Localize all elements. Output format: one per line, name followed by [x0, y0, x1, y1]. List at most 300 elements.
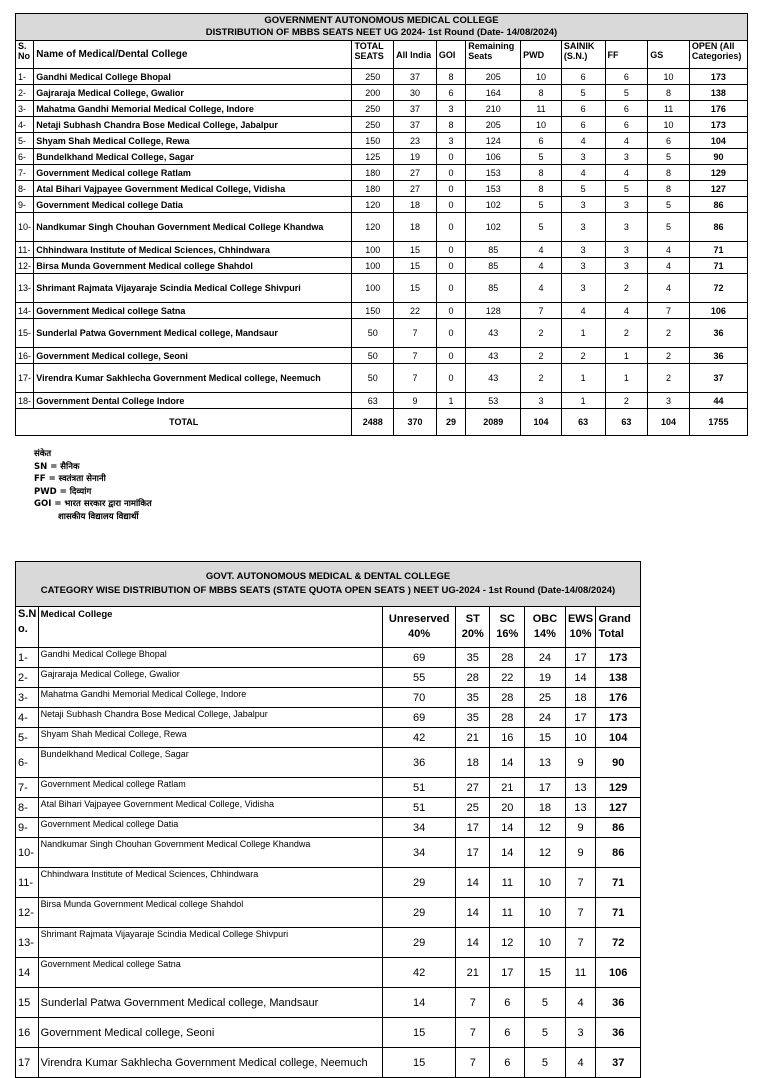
- cell-sc: 14: [490, 818, 525, 838]
- cell-gs: 4: [648, 258, 690, 274]
- cell-ur: 70: [383, 688, 456, 708]
- cell-ur: 34: [383, 838, 456, 868]
- cell-total: 100: [352, 242, 394, 258]
- table-row: [16, 213, 748, 242]
- table-row: [16, 648, 641, 668]
- cell-goi: 0: [436, 303, 465, 319]
- cell-ews: 13: [565, 798, 596, 818]
- cell-gs: 2: [648, 348, 690, 364]
- cell-obc: 18: [525, 798, 565, 818]
- cell-sainik: 1: [561, 319, 605, 348]
- cell-open: 173: [689, 117, 747, 133]
- cell-name: Government Medical college Satna: [38, 958, 382, 988]
- table-row: [16, 133, 748, 149]
- cell-sn: 3-: [16, 101, 34, 117]
- cell-gs: 11: [648, 101, 690, 117]
- table-row: [16, 319, 748, 348]
- cell-total: 63: [352, 393, 394, 409]
- cell-open: 71: [689, 242, 747, 258]
- cell-name: Chhindwara Institute of Medical Sciences, Chhindwara: [38, 868, 382, 898]
- cell-name: Netaji Subhash Chandra Bose Medical College, Jabalpur: [34, 117, 352, 133]
- header2-sn: S.N o.: [16, 607, 39, 648]
- cell-ews: 10: [565, 728, 596, 748]
- cell-goi: 0: [436, 258, 465, 274]
- cell-ff: 2: [605, 274, 648, 303]
- cell-total: 200: [352, 85, 394, 101]
- table2-header-row: [16, 607, 641, 648]
- cell-ur: 51: [383, 798, 456, 818]
- cell-remaining: 43: [466, 364, 521, 393]
- cell-sainik: 3: [561, 149, 605, 165]
- cell-sn: 8-: [16, 798, 39, 818]
- cell-sn: 10-: [16, 838, 39, 868]
- cell-gt: 71: [596, 868, 641, 898]
- cell-sc: 14: [490, 838, 525, 868]
- cell-ur: 15: [383, 1018, 456, 1048]
- cell-sainik: 1: [561, 393, 605, 409]
- cell-st: 7: [456, 1018, 490, 1048]
- cell-obc: 12: [525, 818, 565, 838]
- cell-sn: 16-: [16, 348, 34, 364]
- cell-sn: 12-: [16, 898, 39, 928]
- table-row: [16, 988, 641, 1018]
- cell-ff: 3: [605, 197, 648, 213]
- cell-name: Gandhi Medical College Bhopal: [38, 648, 382, 668]
- cell-remaining: 106: [466, 149, 521, 165]
- cell-sc: 28: [490, 648, 525, 668]
- cell-obc: 12: [525, 838, 565, 868]
- cell-st: 14: [456, 868, 490, 898]
- cell-obc: 5: [525, 1048, 565, 1078]
- cell-sn: 8-: [16, 181, 34, 197]
- cell-name: Atal Bihari Vajpayee Government Medical College, Vidisha: [34, 181, 352, 197]
- cell-st: 7: [456, 988, 490, 1018]
- cell-remaining: 43: [466, 319, 521, 348]
- header2-st: ST 20%: [456, 607, 490, 648]
- cell-all-india: 27: [394, 165, 437, 181]
- cell-sainik: 5: [561, 85, 605, 101]
- cell-all-india: 23: [394, 133, 437, 149]
- total-gs: 104: [648, 409, 690, 436]
- cell-sn: 18-: [16, 393, 34, 409]
- cell-name: Bundelkhand Medical College, Sagar: [38, 748, 382, 778]
- cell-sn: 9-: [16, 197, 34, 213]
- cell-pwd: 3: [521, 393, 562, 409]
- table-row: [16, 197, 748, 213]
- cell-gs: 6: [648, 133, 690, 149]
- cell-sn: 6-: [16, 748, 39, 778]
- cell-gt: 36: [596, 1018, 641, 1048]
- cell-name: Shrimant Rajmata Vijayaraje Scindia Medical College Shivpuri: [38, 928, 382, 958]
- total-ff: 63: [605, 409, 648, 436]
- cell-remaining: 53: [466, 393, 521, 409]
- cell-st: 17: [456, 818, 490, 838]
- cell-remaining: 153: [466, 181, 521, 197]
- cell-name: Government Medical college Ratlam: [38, 778, 382, 798]
- cell-sn: 7-: [16, 778, 39, 798]
- cell-name: Government Medical college Datia: [34, 197, 352, 213]
- cell-sn: 17: [16, 1048, 39, 1078]
- cell-pwd: 4: [521, 242, 562, 258]
- header2-medical-college: Medical College: [38, 607, 382, 648]
- cell-goi: 0: [436, 274, 465, 303]
- cell-obc: 25: [525, 688, 565, 708]
- cell-goi: 3: [436, 133, 465, 149]
- cell-goi: 0: [436, 197, 465, 213]
- cell-sn: 17-: [16, 364, 34, 393]
- cell-sc: 11: [490, 898, 525, 928]
- cell-ff: 6: [605, 69, 648, 85]
- cell-gs: 3: [648, 393, 690, 409]
- cell-sn: 10-: [16, 213, 34, 242]
- table-row: [16, 303, 748, 319]
- cell-open: 104: [689, 133, 747, 149]
- cell-name: Birsa Munda Government Medical college Shahdol: [34, 258, 352, 274]
- cell-sn: 13-: [16, 928, 39, 958]
- cell-remaining: 205: [466, 69, 521, 85]
- cell-remaining: 124: [466, 133, 521, 149]
- cell-open: 36: [689, 319, 747, 348]
- cell-remaining: 85: [466, 258, 521, 274]
- cell-all-india: 7: [394, 319, 437, 348]
- cell-sainik: 6: [561, 117, 605, 133]
- cell-open: 37: [689, 364, 747, 393]
- table2-title-line2: CATEGORY WISE DISTRIBUTION OF MBBS SEATS (STATE QUOTA OPEN SEATS ) NEET UG-2024 - 1st Round (Date-14/08/2024): [40, 585, 616, 596]
- cell-gt: 106: [596, 958, 641, 988]
- cell-open: 106: [689, 303, 747, 319]
- cell-ff: 5: [605, 181, 648, 197]
- total-open: 1755: [689, 409, 747, 436]
- cell-pwd: 4: [521, 258, 562, 274]
- cell-open: 138: [689, 85, 747, 101]
- header2-grand-total: Grand Total: [596, 607, 641, 648]
- legend-goi: GOI = भारत सरकार द्वारा नामांकित: [34, 499, 152, 509]
- cell-obc: 19: [525, 668, 565, 688]
- cell-ur: 36: [383, 748, 456, 778]
- cell-sn: 15-: [16, 319, 34, 348]
- cell-gt: 37: [596, 1048, 641, 1078]
- cell-name: Sunderlal Patwa Government Medical college, Mandsaur: [34, 319, 352, 348]
- cell-goi: 1: [436, 393, 465, 409]
- cell-total: 120: [352, 197, 394, 213]
- cell-sc: 22: [490, 668, 525, 688]
- cell-gs: 8: [648, 85, 690, 101]
- cell-goi: 0: [436, 364, 465, 393]
- cell-sainik: 3: [561, 258, 605, 274]
- cell-name: Government Dental College Indore: [34, 393, 352, 409]
- table-row: [16, 165, 748, 181]
- cell-ews: 9: [565, 838, 596, 868]
- cell-gs: 10: [648, 69, 690, 85]
- cell-all-india: 7: [394, 348, 437, 364]
- cell-goi: 8: [436, 69, 465, 85]
- cell-pwd: 2: [521, 364, 562, 393]
- cell-pwd: 6: [521, 133, 562, 149]
- legend-pwd: PWD = दिव्यांग: [34, 486, 92, 497]
- cell-pwd: 7: [521, 303, 562, 319]
- cell-all-india: 15: [394, 242, 437, 258]
- cell-sainik: 3: [561, 197, 605, 213]
- cell-all-india: 18: [394, 213, 437, 242]
- legend-ff: FF = स्वतंत्रता सेनानी: [34, 474, 106, 484]
- cell-gs: 8: [648, 165, 690, 181]
- table-row: [16, 85, 748, 101]
- cell-ff: 5: [605, 85, 648, 101]
- cell-all-india: 37: [394, 101, 437, 117]
- cell-ff: 3: [605, 242, 648, 258]
- cell-ur: 42: [383, 728, 456, 748]
- cell-ur: 69: [383, 648, 456, 668]
- cell-sn: 13-: [16, 274, 34, 303]
- cell-sainik: 1: [561, 364, 605, 393]
- table-row: [16, 778, 641, 798]
- total-goi: 29: [436, 409, 465, 436]
- cell-pwd: 11: [521, 101, 562, 117]
- cell-ews: 11: [565, 958, 596, 988]
- cell-ur: 51: [383, 778, 456, 798]
- cell-pwd: 2: [521, 348, 562, 364]
- cell-name: Chhindwara Institute of Medical Sciences, Chhindwara: [34, 242, 352, 258]
- cell-obc: 13: [525, 748, 565, 778]
- cell-name: Government Medical college, Seoni: [38, 1018, 382, 1048]
- cell-name: Shyam Shah Medical College, Rewa: [34, 133, 352, 149]
- cell-gs: 4: [648, 242, 690, 258]
- table1-header-row: [16, 41, 748, 69]
- total-all-india: 370: [394, 409, 437, 436]
- table-row: [16, 958, 641, 988]
- cell-ews: 4: [565, 988, 596, 1018]
- cell-obc: 15: [525, 728, 565, 748]
- cell-goi: 0: [436, 242, 465, 258]
- cell-sn: 16: [16, 1018, 39, 1048]
- cell-ff: 6: [605, 117, 648, 133]
- cell-total: 180: [352, 181, 394, 197]
- header2-unreserved: Unreserved 40%: [383, 607, 456, 648]
- cell-name: Government Medical college Datia: [38, 818, 382, 838]
- cell-sc: 11: [490, 868, 525, 898]
- cell-goi: 3: [436, 101, 465, 117]
- cell-all-india: 19: [394, 149, 437, 165]
- cell-ews: 18: [565, 688, 596, 708]
- cell-gs: 2: [648, 364, 690, 393]
- cell-total: 250: [352, 117, 394, 133]
- table-row: [16, 69, 748, 85]
- cell-total: 100: [352, 258, 394, 274]
- cell-sc: 6: [490, 988, 525, 1018]
- cell-name: Government Medical college, Seoni: [34, 348, 352, 364]
- cell-sainik: 3: [561, 213, 605, 242]
- cell-ur: 14: [383, 988, 456, 1018]
- cell-obc: 10: [525, 928, 565, 958]
- cell-pwd: 5: [521, 213, 562, 242]
- cell-all-india: 15: [394, 274, 437, 303]
- cell-name: Mahatma Gandhi Memorial Medical College, Indore: [38, 688, 382, 708]
- category-distribution-table: [15, 561, 641, 1078]
- cell-sc: 14: [490, 748, 525, 778]
- cell-goi: 6: [436, 85, 465, 101]
- cell-sn: 12-: [16, 258, 34, 274]
- cell-sn: 7-: [16, 165, 34, 181]
- cell-st: 14: [456, 928, 490, 958]
- table-row: [16, 1018, 641, 1048]
- cell-sn: 2-: [16, 668, 39, 688]
- cell-all-india: 7: [394, 364, 437, 393]
- total-sainik: 63: [561, 409, 605, 436]
- legend-goi-line2: शासकीय विद्यालय विद्यार्थी: [58, 511, 139, 522]
- table2-title: [16, 562, 641, 607]
- table-row: [16, 393, 748, 409]
- cell-sn: 3-: [16, 688, 39, 708]
- cell-ews: 3: [565, 1018, 596, 1048]
- cell-st: 18: [456, 748, 490, 778]
- cell-name: Gajraraja Medical College, Gwalior: [34, 85, 352, 101]
- cell-open: 173: [689, 69, 747, 85]
- cell-name: Gandhi Medical College Bhopal: [34, 69, 352, 85]
- cell-remaining: 85: [466, 274, 521, 303]
- table-row: [16, 242, 748, 258]
- cell-sn: 2-: [16, 85, 34, 101]
- cell-gt: 173: [596, 648, 641, 668]
- table1-title: [16, 14, 748, 41]
- legend: [34, 448, 152, 523]
- cell-sc: 17: [490, 958, 525, 988]
- cell-remaining: 102: [466, 213, 521, 242]
- table-row: [16, 258, 748, 274]
- cell-remaining: 153: [466, 165, 521, 181]
- total-seats: 2488: [352, 409, 394, 436]
- cell-name: Shyam Shah Medical College, Rewa: [38, 728, 382, 748]
- cell-sc: 28: [490, 688, 525, 708]
- cell-ff: 3: [605, 213, 648, 242]
- cell-sn: 9-: [16, 818, 39, 838]
- cell-open: 71: [689, 258, 747, 274]
- cell-sn: 5-: [16, 133, 34, 149]
- table2-title-line1: GOVT. AUTONOMOUS MEDICAL & DENTAL COLLEGE: [205, 571, 451, 582]
- legend-heading: संकेत: [34, 449, 52, 459]
- cell-total: 120: [352, 213, 394, 242]
- cell-open: 36: [689, 348, 747, 364]
- header-pwd: PWD: [521, 41, 562, 69]
- cell-open: 86: [689, 213, 747, 242]
- cell-pwd: 2: [521, 319, 562, 348]
- cell-ff: 4: [605, 165, 648, 181]
- cell-obc: 15: [525, 958, 565, 988]
- table-row: [16, 274, 748, 303]
- header-ff: FF: [605, 41, 648, 69]
- cell-ews: 13: [565, 778, 596, 798]
- cell-open: 127: [689, 181, 747, 197]
- cell-sn: 1-: [16, 648, 39, 668]
- cell-ff: 1: [605, 348, 648, 364]
- cell-ur: 15: [383, 1048, 456, 1078]
- cell-st: 27: [456, 778, 490, 798]
- header-gs: GS: [648, 41, 690, 69]
- cell-ff: 3: [605, 149, 648, 165]
- cell-ews: 14: [565, 668, 596, 688]
- cell-st: 28: [456, 668, 490, 688]
- cell-ff: 2: [605, 319, 648, 348]
- cell-goi: 8: [436, 117, 465, 133]
- cell-open: 129: [689, 165, 747, 181]
- cell-pwd: 8: [521, 165, 562, 181]
- table-row: [16, 798, 641, 818]
- cell-total: 100: [352, 274, 394, 303]
- cell-gs: 5: [648, 213, 690, 242]
- cell-total: 125: [352, 149, 394, 165]
- table-row: [16, 101, 748, 117]
- cell-remaining: 210: [466, 101, 521, 117]
- table-row: [16, 117, 748, 133]
- cell-gs: 5: [648, 197, 690, 213]
- cell-all-india: 30: [394, 85, 437, 101]
- cell-remaining: 128: [466, 303, 521, 319]
- cell-pwd: 8: [521, 181, 562, 197]
- cell-name: Bundelkhand Medical College, Sagar: [34, 149, 352, 165]
- cell-obc: 24: [525, 708, 565, 728]
- table-row: [16, 898, 641, 928]
- cell-sn: 11-: [16, 868, 39, 898]
- cell-gt: 86: [596, 818, 641, 838]
- cell-st: 17: [456, 838, 490, 868]
- cell-gt: 90: [596, 748, 641, 778]
- table-row: [16, 1048, 641, 1078]
- cell-sainik: 4: [561, 165, 605, 181]
- cell-gt: 138: [596, 668, 641, 688]
- cell-obc: 24: [525, 648, 565, 668]
- cell-ur: 69: [383, 708, 456, 728]
- cell-remaining: 164: [466, 85, 521, 101]
- header-goi: GOI: [436, 41, 465, 69]
- cell-open: 44: [689, 393, 747, 409]
- cell-total: 180: [352, 165, 394, 181]
- cell-pwd: 10: [521, 117, 562, 133]
- cell-name: Gajraraja Medical College, Gwalior: [38, 668, 382, 688]
- cell-gt: 129: [596, 778, 641, 798]
- header-open: OPEN (All Categories): [689, 41, 747, 69]
- cell-gt: 36: [596, 988, 641, 1018]
- cell-sainik: 2: [561, 348, 605, 364]
- cell-ews: 4: [565, 1048, 596, 1078]
- cell-pwd: 5: [521, 197, 562, 213]
- table-row: [16, 838, 641, 868]
- cell-obc: 10: [525, 868, 565, 898]
- cell-gt: 173: [596, 708, 641, 728]
- cell-name: Nandkumar Singh Chouhan Government Medical College Khandwa: [38, 838, 382, 868]
- cell-gt: 86: [596, 838, 641, 868]
- table-row: [16, 149, 748, 165]
- cell-ff: 6: [605, 101, 648, 117]
- cell-sc: 16: [490, 728, 525, 748]
- cell-st: 35: [456, 688, 490, 708]
- cell-ff: 1: [605, 364, 648, 393]
- cell-goi: 0: [436, 319, 465, 348]
- cell-gt: 71: [596, 898, 641, 928]
- cell-name: Virendra Kumar Sakhlecha Government Medical college, Neemuch: [38, 1048, 382, 1078]
- cell-remaining: 85: [466, 242, 521, 258]
- cell-ur: 34: [383, 818, 456, 838]
- cell-ur: 42: [383, 958, 456, 988]
- cell-sainik: 3: [561, 242, 605, 258]
- cell-all-india: 15: [394, 258, 437, 274]
- cell-open: 90: [689, 149, 747, 165]
- table-row: [16, 181, 748, 197]
- cell-pwd: 8: [521, 85, 562, 101]
- cell-gt: 176: [596, 688, 641, 708]
- cell-st: 35: [456, 708, 490, 728]
- cell-total: 50: [352, 319, 394, 348]
- cell-name: Virendra Kumar Sakhlecha Government Medical college, Neemuch: [34, 364, 352, 393]
- cell-ews: 9: [565, 748, 596, 778]
